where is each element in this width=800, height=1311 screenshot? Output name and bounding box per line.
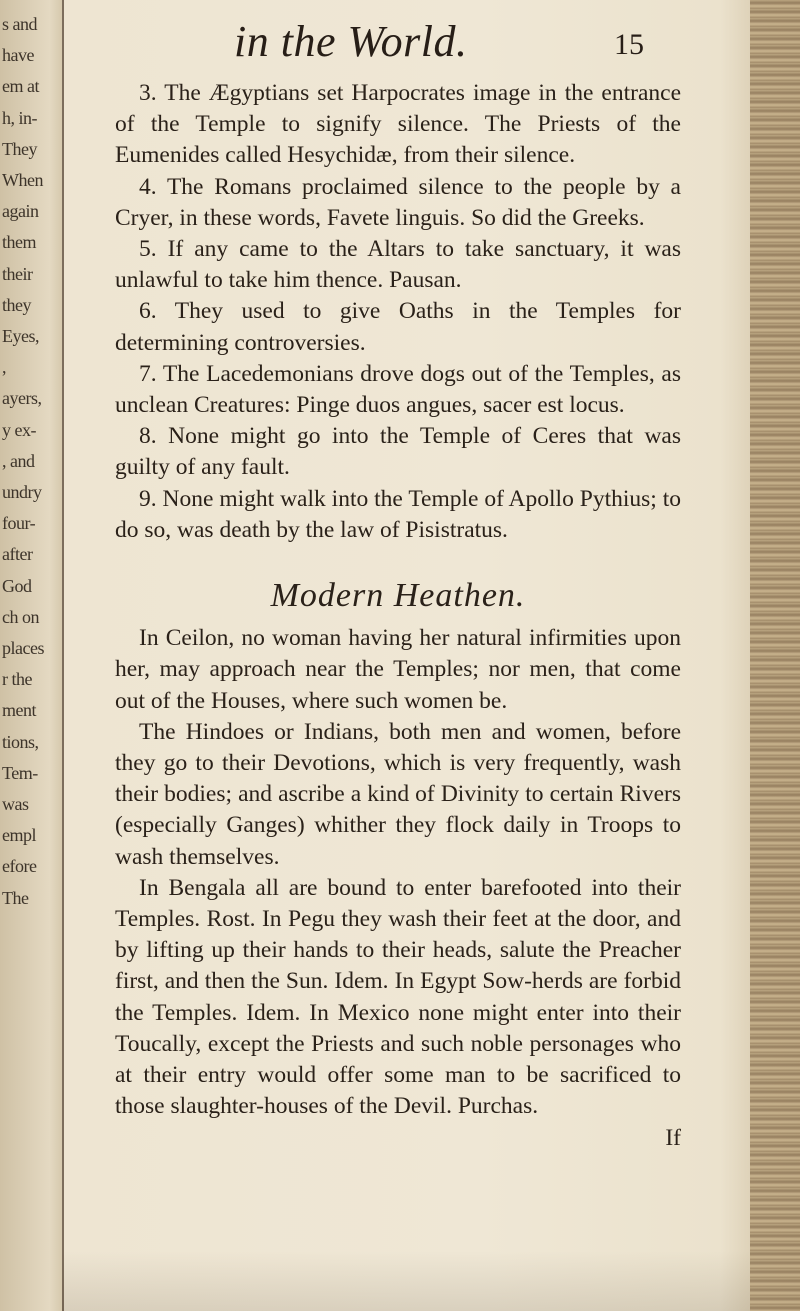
body-text [115, 78, 681, 1154]
gutter-text-fragment: , and [2, 450, 35, 471]
gutter-text-fragment: y ex- [2, 419, 36, 440]
gutter-text-fragment: them [2, 232, 36, 253]
paragraph: 4. The Romans proclaimed silence to the people by a Cryer, in these words, Favete linguis. So did the Greeks. [115, 173, 681, 231]
gutter-text-fragment: ch on [2, 606, 39, 627]
page-shadow [62, 1251, 750, 1311]
gutter-text-fragment: em at [2, 76, 39, 97]
paragraph: In Bengala all are bound to enter barefooted into their Temples. Rost. In Pegu they wash their feet at the door, and by lifting up their hands to their heads, salute the Preacher first, and then the Sun. Idem. In Egypt Sow-herds are forbid the Temples. Idem. In Mexico none might enter into their Toucally, except the Priests and such noble personages who at their entry would offer some man to be sacrificed to those slaughter-houses of the Devil. Purchas. [115, 874, 681, 1120]
gutter-text-fragment: they [2, 294, 31, 315]
gutter-text-fragment: again [2, 201, 39, 222]
gutter-text-fragment: s and [2, 14, 37, 34]
gutter-text-fragment: efore [2, 856, 37, 877]
gutter-text-fragment: four- [2, 513, 36, 534]
gutter-text-fragment: ayers, [2, 388, 42, 409]
gutter-text-fragment: , [2, 357, 6, 378]
gutter-text-fragment: their [2, 263, 33, 284]
facing-page-edge [0, 0, 64, 1311]
gutter-text-fragment: Eyes, [2, 326, 39, 346]
gutter-text-fragment: have [2, 45, 34, 66]
gutter-text-fragment: was [2, 794, 29, 814]
section-title: Modern Heathen. [270, 577, 526, 615]
paragraph: 7. The Lacedemonians drove dogs out of the Temples, as unclean Creatures: Pinge duos angues, sacer est locus. [115, 360, 681, 419]
paragraph: The Hindoes or Indians, both men and women, before they go to their Devotions, which is very frequently, wash their bodies; and ascribe a kind of Divinity to certain Rivers (especially Ganges) whither they flock daily in Troops to wash themselves. [115, 718, 681, 870]
gutter-text-fragment: When [2, 170, 43, 190]
paragraph: 8. None might go into the Temple of Ceres that was guilty of any fault. [115, 423, 681, 481]
gutter-text-fragment: ment [2, 700, 36, 721]
gutter-text-fragment: tions, [2, 731, 39, 752]
gutter-text-fragment: They [2, 138, 37, 159]
gutter-text-fragment: h, in- [2, 107, 37, 128]
paragraph: 6. They used to give Oaths in the Temples for determining controversies. [115, 298, 681, 356]
paragraph: In Ceilon, no woman having her natural infirmities upon her, may approach near the Temples; nor men, that come out of the Houses, where such women be. [115, 625, 681, 714]
gutter-text-fragment: empl [2, 825, 36, 846]
running-head: in the World. [234, 17, 468, 66]
catchword: If [665, 1124, 681, 1151]
paragraph: 5. If any came to the Altars to take sanctuary, it was unlawful to take him thence. Pausan. [115, 236, 681, 294]
gutter-text-fragment: The [2, 887, 29, 908]
gutter-text-fragment: God [2, 575, 32, 596]
page-edge-right [750, 0, 800, 1311]
paragraph: 9. None might walk into the Temple of Apollo Pythius; to do so, was death by the law of Pisistratus. [115, 485, 681, 543]
gutter-text-fragment: Tem- [2, 762, 38, 783]
gutter-text-fragment: undry [2, 482, 42, 502]
paragraph: 3. The Ægyptians set Harpocrates image in the entrance of the Temple to signify silence. The Priests of the Eumenides called Hesychidæ, from their silence. [115, 80, 681, 169]
gutter-text-fragment: after [2, 544, 33, 565]
gutter-text-fragment: places [2, 638, 44, 658]
page-number: 15 [614, 28, 644, 61]
gutter-text-fragment: r the [2, 669, 32, 690]
